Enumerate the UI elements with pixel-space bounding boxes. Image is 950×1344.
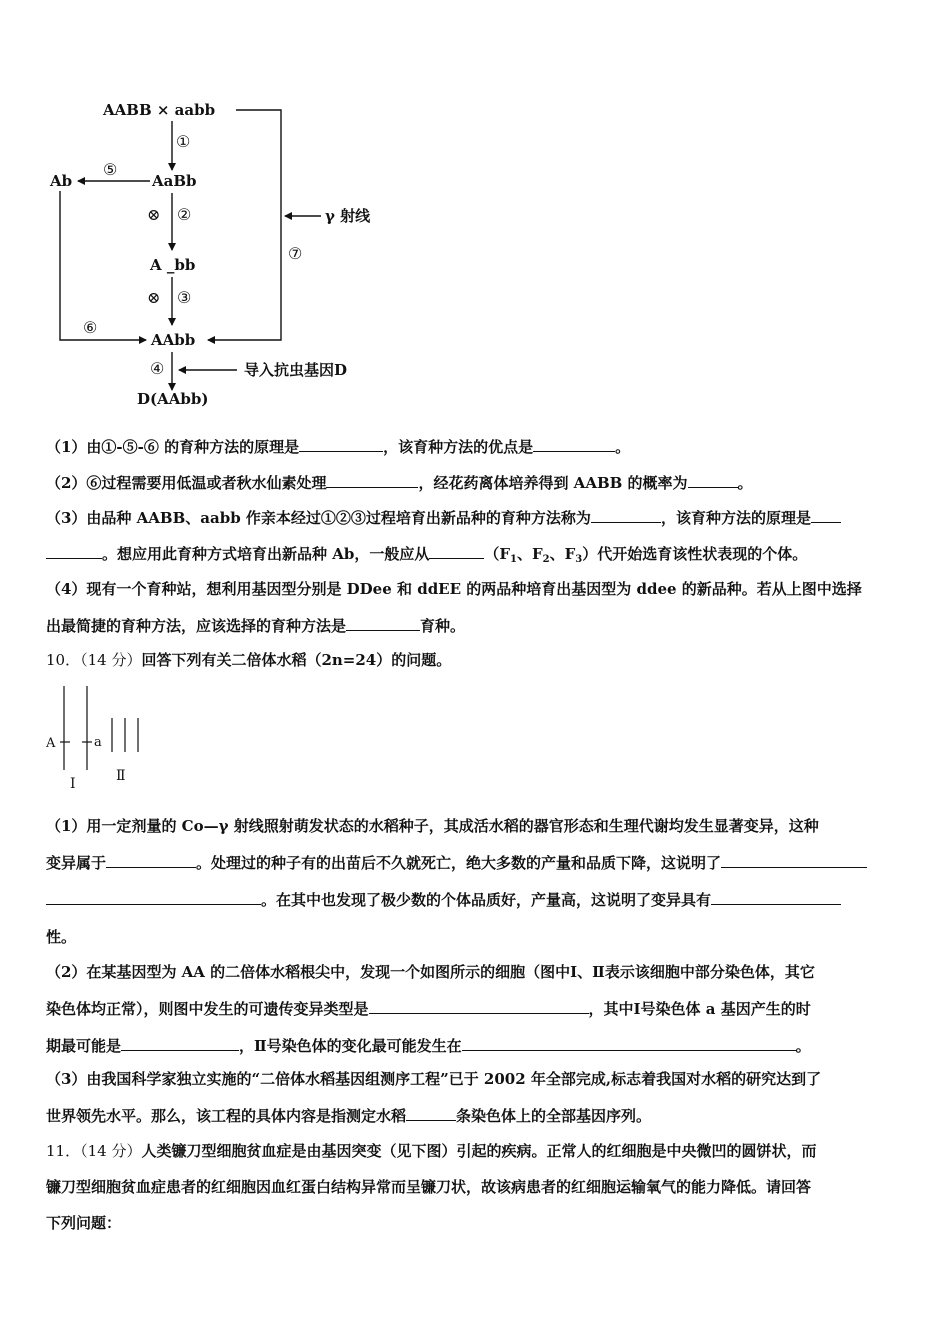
answer-blank[interactable] <box>721 852 867 868</box>
q10-part1-cont3 <box>46 927 916 947</box>
q11-line2 <box>46 1177 916 1197</box>
q10-part1-cont <box>46 852 916 873</box>
step5-label: ⑤ <box>103 160 118 179</box>
q10-p3-text-c: 条染色体上的全部基因序列。 <box>456 1107 652 1125</box>
q11-text-1: 人类镰刀型细胞贫血症是由基因突变（见下图）引起的疾病。正常人的红细胞是中央微凹的圆饼状，而 <box>141 1142 817 1160</box>
q9-p1-text-c: 。 <box>615 438 631 456</box>
chromosome-I-label: Ⅰ <box>70 776 76 792</box>
q10-part3 <box>46 1069 916 1089</box>
cross-parents: AABB × aabb <box>103 101 216 119</box>
q11-line1 <box>46 1141 916 1161</box>
answer-blank[interactable] <box>811 507 841 523</box>
aabb-genotype: AAbb <box>151 331 196 349</box>
q9-p3-text-g: ）代开始选育该性状表现的个体。 <box>582 545 808 563</box>
q9-sub-2: 2 <box>542 554 550 565</box>
q10-p2-text-a: （2）在某基因型为 AA 的二倍体水稻根尖中，发现一个如图所示的细胞（图中Ⅰ、Ⅱ表示该细胞中部分染色体，其它 <box>46 963 815 981</box>
q10-number: 10．（14 分） <box>46 651 142 669</box>
q11-number: 11．（14 分） <box>46 1142 142 1160</box>
answer-blank[interactable] <box>46 889 261 905</box>
q9-p3-text-b: ，该育种方法的原理是 <box>660 509 811 527</box>
step3-label: ③ <box>177 288 192 307</box>
q9-p2-text-a: （2）⑥过程需要用低温或者秋水仙素处理 <box>46 474 327 492</box>
q10-p2-text-e: ，Ⅱ号染色体的变化最可能发生在 <box>239 1037 462 1055</box>
q10-p2-text-f: 。 <box>795 1037 811 1055</box>
a-blank-bb: A _bb <box>150 256 196 274</box>
gene-A-label: A <box>46 736 56 751</box>
answer-blank[interactable] <box>711 889 841 905</box>
q10-p2-text-d: 期最可能是 <box>46 1037 122 1055</box>
q10-p1-text-d: 。在其中也发现了极少数的个体品质好，产量高，这说明了变异具有 <box>261 891 712 909</box>
q10-part3-cont <box>46 1105 916 1126</box>
answer-blank[interactable] <box>346 615 420 631</box>
q10-p1-text-a: （1）用一定剂量的 Co—γ 射线照射萌发状态的水稻种子，其成活水稻的器官形态和生理代谢均发生显著变异，这种 <box>46 817 819 835</box>
q10-part1 <box>46 816 916 836</box>
q10-part2-cont2 <box>46 1035 916 1056</box>
gamma-ray-label: γ 射线 <box>325 207 371 225</box>
q10-p1-text-b: 变异属于 <box>46 854 107 872</box>
q9-p2-text-b: ，经花药离体培养得到 AABB 的概率为 <box>418 474 688 492</box>
selfing-symbol-2: ⊗ <box>147 288 161 307</box>
f1-genotype: AaBb <box>152 172 197 190</box>
step1-label: ① <box>176 132 191 151</box>
q9-p4-text-b: 出最简捷的育种方法，应该选择的育种方法是 <box>46 617 347 635</box>
q9-p3-text-a: （3）由品种 AABB、aabb 作亲本经过①②③过程培育出新品种的育种方法称为 <box>46 509 591 527</box>
answer-blank[interactable] <box>406 1105 456 1121</box>
step7-label: ⑦ <box>288 244 303 263</box>
q11-text-3: 下列问题： <box>46 1214 122 1232</box>
q11-text-2: 镰刀型细胞贫血症患者的红细胞因血红蛋白结构异常而呈镰刀状，故该病患者的红细胞运输氧气的能力降低。请回答 <box>46 1178 812 1196</box>
q10-p3-text-a: （3）由我国科学家独立实施的“二倍体水稻基因组测序工程”已于 2002 年全部完成,标志着我国对水稻的研究达到了 <box>46 1070 822 1088</box>
q9-p3-text-c: 。想应用此育种方式培育出新品种 Ab，一般应从 <box>102 545 430 563</box>
q9-p3-text-f: 、F <box>549 545 576 563</box>
chromosome-II-label: Ⅱ <box>116 768 126 784</box>
q9-sub-3: 3 <box>575 554 583 565</box>
step6-label: ⑥ <box>83 318 98 337</box>
q9-p3-text-e: 、F <box>516 545 543 563</box>
q9-p4-text-c: 育种。 <box>420 617 466 635</box>
chromosome-figure <box>0 0 200 800</box>
q10-title-text: 回答下列有关二倍体水稻（2n=24）的问题。 <box>141 651 452 669</box>
q9-p4-text-a: （4）现有一个育种站，想利用基因型分别是 DDee 和 ddEE 的两品种培育出基因型为 ddee 的新品种。若从上图中选择 <box>46 580 862 598</box>
q10-p3-text-b: 世界领先水平。那么，该工程的具体内容是指测定水稻 <box>46 1107 407 1125</box>
answer-blank[interactable] <box>591 507 661 523</box>
answer-blank[interactable] <box>429 543 484 559</box>
q9-p2-text-c: 。 <box>737 474 753 492</box>
q10-part2 <box>46 962 916 982</box>
q11-line3 <box>46 1213 916 1233</box>
haploid-ab: Ab <box>50 172 73 190</box>
selfing-symbol-1: ⊗ <box>147 205 161 224</box>
answer-blank[interactable] <box>299 436 383 452</box>
q10-p2-text-c: ，其中Ⅰ号染色体 a 基因产生的时 <box>588 1000 811 1018</box>
answer-blank[interactable] <box>688 472 738 488</box>
q9-p1-text-b: ，该育种方法的优点是 <box>383 438 534 456</box>
step4-label: ④ <box>150 359 165 378</box>
q9-p3-text-d: （F <box>484 545 511 563</box>
q10-part1-cont2 <box>46 889 916 910</box>
answer-blank[interactable] <box>326 472 418 488</box>
q10-p2-text-b: 染色体均正常），则图中发生的可遗传变异类型是 <box>46 1000 369 1018</box>
gene-d-label: 导入抗虫基因D <box>244 361 348 379</box>
answer-blank[interactable] <box>369 998 589 1014</box>
q10-part2-cont <box>46 998 916 1019</box>
arrow-step7 <box>208 110 281 340</box>
answer-blank[interactable] <box>121 1035 239 1051</box>
answer-blank[interactable] <box>106 852 196 868</box>
q9-p1-text-a: （1）由①-⑤-⑥ 的育种方法的原理是 <box>46 438 300 456</box>
answer-blank[interactable] <box>533 436 615 452</box>
gene-a-label: a <box>94 735 102 750</box>
final-genotype: D(AAbb) <box>137 390 209 408</box>
q9-sub-1: 1 <box>510 554 517 565</box>
q10-p1-text-c: 。处理过的种子有的出苗后不久就死亡，绝大多数的产量和品质下降，这说明了 <box>196 854 722 872</box>
q10-p1-text-e: 性。 <box>46 928 77 946</box>
answer-blank[interactable] <box>462 1035 796 1051</box>
step2-label: ② <box>177 205 192 224</box>
